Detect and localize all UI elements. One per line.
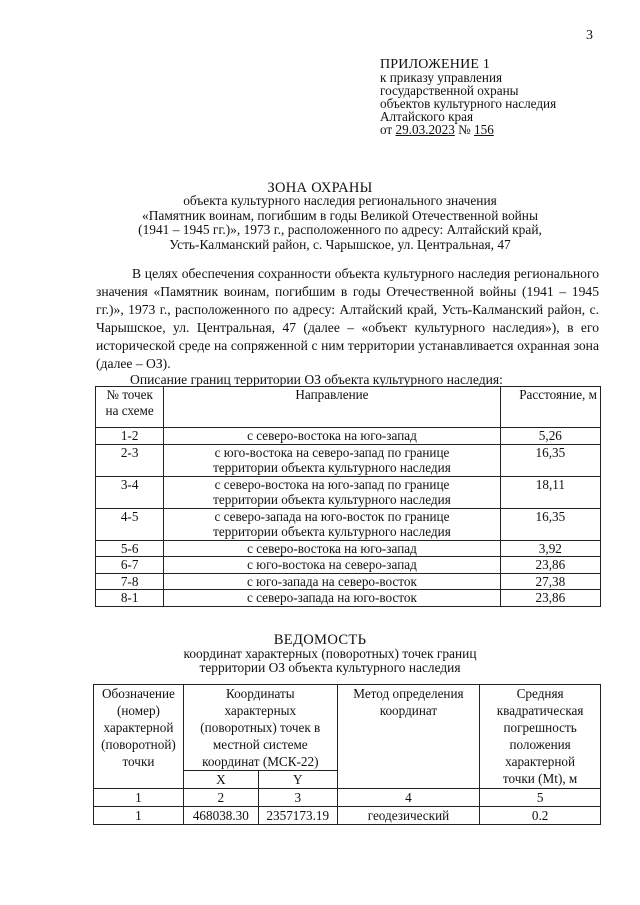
coord-header-text: Средняя <box>516 686 564 701</box>
table-caption: Описание границ территории ОЗ объекта культурного наследия: <box>130 372 503 387</box>
row-direction-line: территории объекта культурного наследия <box>213 460 451 475</box>
header-distance: Расстояние, м <box>500 387 600 428</box>
table-row <box>96 540 601 557</box>
coord-method: геодезический <box>337 807 480 825</box>
table-row <box>96 476 601 508</box>
coord-header-x: X <box>183 771 258 789</box>
number-prefix: № <box>458 122 471 137</box>
date-prefix: от <box>380 122 393 137</box>
appendix-line: Алтайского края <box>380 109 474 124</box>
row-direction-line: с северо-востока на юго-запад <box>247 428 417 443</box>
coord-header-error <box>480 685 601 789</box>
row-distance: 18,11 <box>500 476 600 508</box>
column-number: 5 <box>480 789 601 807</box>
coord-point: 1 <box>94 807 184 825</box>
coord-error: 0.2 <box>480 807 601 825</box>
row-direction <box>164 476 500 508</box>
table-row <box>96 557 601 574</box>
header-direction: Направление <box>164 387 500 428</box>
row-points: 4-5 <box>96 508 164 540</box>
column-number: 3 <box>258 789 337 807</box>
table-row <box>96 590 601 607</box>
coord-header-text: координат (МСК-22) <box>202 754 319 769</box>
coord-header-text: (поворотных) точек в <box>200 720 321 735</box>
row-direction <box>164 557 500 574</box>
coord-header-coords <box>183 685 337 771</box>
coord-header-text: Координаты <box>225 686 295 701</box>
row-distance: 5,26 <box>500 428 600 445</box>
row-direction-line: с юго-запада на северо-восток <box>247 573 417 589</box>
coord-data-row <box>94 807 601 825</box>
coord-header-row <box>94 685 601 771</box>
coord-header-point <box>94 685 184 789</box>
intro-paragraph <box>96 265 599 373</box>
zone-subtitle-line: «Памятник воинам, погибшим в годы Великой Отечественной войны <box>142 207 538 223</box>
row-points: 8-1 <box>96 590 164 607</box>
appendix-title: ПРИЛОЖЕНИЕ 1 <box>380 57 491 72</box>
row-points: 3-4 <box>96 476 164 508</box>
coord-x: 468038.30 <box>183 807 258 825</box>
column-number: 2 <box>183 789 258 807</box>
row-points: 2-3 <box>96 444 164 476</box>
vedomost-subtitle <box>160 647 500 675</box>
column-number: 4 <box>337 789 480 807</box>
page-number: 3 <box>586 28 593 43</box>
row-distance: 16,35 <box>500 508 600 540</box>
header-points <box>96 387 164 428</box>
row-distance: 3,92 <box>500 540 600 557</box>
row-distance: 16,35 <box>500 444 600 476</box>
vedomost-subtitle-line: координат характерных (поворотных) точек границ <box>183 646 477 661</box>
row-direction-line: с северо-запада на юго-восток <box>247 590 417 605</box>
table-row <box>96 428 601 445</box>
row-distance: 23,86 <box>500 557 600 574</box>
zone-subtitle-line: объекта культурного наследия регионального значения <box>183 193 497 208</box>
column-number: 1 <box>94 789 184 807</box>
coord-header-text: точки (Mt), м <box>502 771 578 786</box>
coord-header-text: характерных <box>224 703 297 718</box>
row-direction <box>164 590 500 607</box>
row-points: 5-6 <box>96 540 164 557</box>
coord-header-text: квадратическая <box>496 703 584 718</box>
coord-header-text: точки <box>122 754 155 769</box>
coord-y: 2357173.19 <box>258 807 337 825</box>
zone-title: ЗОНА ОХРАНЫ <box>267 180 373 196</box>
row-points: 1-2 <box>96 428 164 445</box>
row-direction-line: с северо-запада на юго-восток по границе <box>214 508 450 524</box>
row-direction-line: территории объекта культурного наследия <box>213 524 451 539</box>
coord-header-text: положения <box>509 737 571 752</box>
appendix-line: объектов культурного наследия <box>380 96 557 111</box>
coord-header-text: координат <box>379 703 438 718</box>
table-row <box>96 444 601 476</box>
row-direction <box>164 540 500 557</box>
vedomost-subtitle-line: территории ОЗ объекта культурного наследия <box>199 660 461 675</box>
appendix-date-line <box>380 123 630 136</box>
row-direction-line: с северо-востока на юго-запад по границе <box>214 476 450 492</box>
header-points-line1: № точек <box>106 387 153 402</box>
vedomost-title: ВЕДОМОСТЬ <box>273 632 367 648</box>
coord-header-text: характерной <box>505 754 576 769</box>
row-distance: 23,86 <box>500 590 600 607</box>
row-direction <box>164 444 500 476</box>
coord-number-row <box>94 789 601 807</box>
coord-header-y: Y <box>258 771 337 789</box>
coord-header-text: погрешность <box>503 720 577 735</box>
coord-header-text: местной системе <box>212 737 308 752</box>
appendix-line: к приказу управления <box>380 70 503 85</box>
appendix-line: государственной охраны <box>380 83 519 98</box>
row-direction <box>164 508 500 540</box>
coord-header-method <box>337 685 480 789</box>
coord-header-text: Метод определения <box>353 686 464 701</box>
row-points: 7-8 <box>96 573 164 590</box>
row-points: 6-7 <box>96 557 164 574</box>
zone-subtitle-line: Усть-Калманский район, с. Чарышское, ул. Центральная, 47 <box>169 236 511 252</box>
coord-header-text: Обозначение <box>102 686 175 701</box>
table-row <box>96 508 601 540</box>
order-date: 29.03.2023 <box>395 122 455 137</box>
table-header-row <box>96 387 601 428</box>
order-number: 156 <box>474 122 494 137</box>
coord-header-text: (номер) <box>116 703 160 718</box>
table-row <box>96 573 601 590</box>
row-direction-line: с юго-востока на северо-запад <box>247 557 417 572</box>
row-direction <box>164 428 500 445</box>
row-direction-line: с северо-востока на юго-запад <box>247 540 417 556</box>
coordinates-table <box>93 684 601 825</box>
coord-header-text: характерной <box>103 720 174 735</box>
zone-subtitle <box>80 194 600 252</box>
zone-subtitle-line: (1941 – 1945 гг.)», 1973 г., расположенного по адресу: Алтайский край, <box>138 222 542 237</box>
coord-header-text: (поворотной) <box>101 737 176 752</box>
row-direction-line: с юго-востока на северо-запад по границе <box>214 444 450 460</box>
row-distance: 27,38 <box>500 573 600 590</box>
boundary-table-body <box>96 428 601 607</box>
intro-text: В целях обеспечения сохранности объекта культурного наследия регионального значения «Памятник воинам, погибшим в годы Отечественной войны (1941 – 1945 гг.)», 1973 г., расположенного по адресу: Алтайский край, Усть-Калманский район, с. Чарышское, ул. Центральная, 47 (далее – «объект культурного наследия»), в его исторической среде на сопряженной с ним территории устанавливается охранная зона (далее – ОЗ). <box>96 266 599 371</box>
header-points-line2: на схеме <box>105 402 154 418</box>
row-direction-line: территории объекта культурного наследия <box>213 492 451 507</box>
row-direction <box>164 573 500 590</box>
boundary-table <box>95 386 601 607</box>
appendix-block <box>380 58 630 136</box>
